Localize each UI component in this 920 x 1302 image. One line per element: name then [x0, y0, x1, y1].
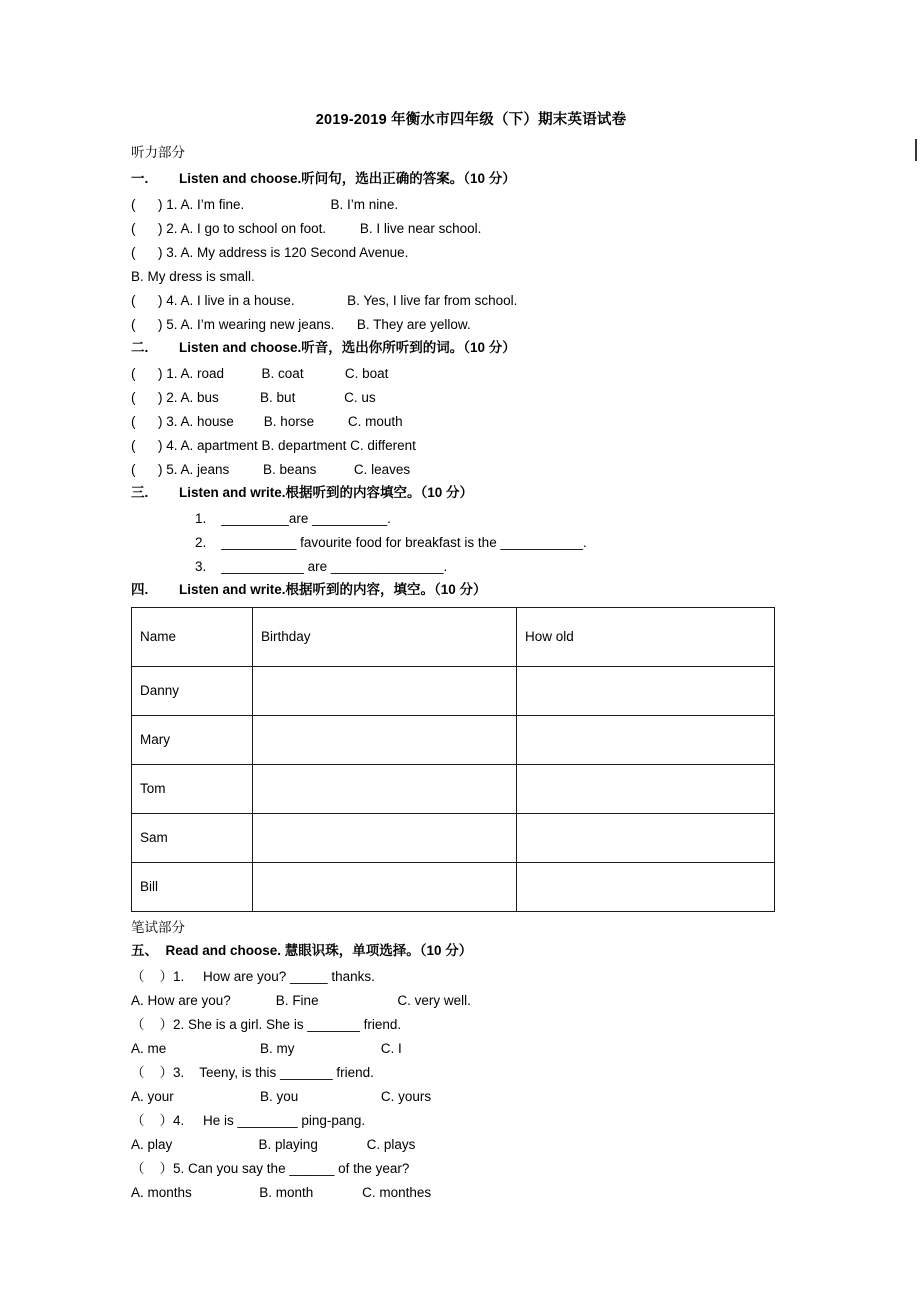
table-cell-howold[interactable] [517, 666, 775, 715]
section-5-item-5-options: A. months B. month C. monthes [131, 1185, 432, 1201]
section-5-item-1: （ ）1. How are you? _____ thanks. [131, 969, 375, 985]
section-3-item-3: 3. ___________ are _______________. [195, 559, 448, 575]
table-header-birthday: Birthday [253, 607, 517, 666]
section-2-item-1: ( ) 1. A. road B. coat C. boat [131, 366, 389, 382]
section-2-item-4: ( ) 4. A. apartment B. department C. different [131, 438, 416, 454]
table-cell-howold[interactable] [517, 715, 775, 764]
page-edge-mark [915, 139, 917, 161]
section-5-item-4: （ ）4. He is ________ ping-pang. [131, 1113, 366, 1129]
table-header-row [132, 607, 775, 666]
section-5-item-1-options: A. How are you? B. Fine C. very well. [131, 993, 471, 1009]
table-row [132, 813, 775, 862]
section-5-item-5: （ ）5. Can you say the ______ of the year? [131, 1161, 410, 1177]
section-5-item-3-options: A. your B. you C. yours [131, 1089, 432, 1105]
table-row [132, 715, 775, 764]
section-1-heading: 一. Listen and choose.听问句，选出正确的答案。（10 分） [131, 171, 516, 187]
table-cell-name: Danny [132, 666, 253, 715]
section-2-item-3: ( ) 3. A. house B. horse C. mouth [131, 414, 403, 430]
table-cell-howold[interactable] [517, 813, 775, 862]
table-cell-birthday[interactable] [253, 666, 517, 715]
table-row [132, 862, 775, 911]
table-cell-birthday[interactable] [253, 813, 517, 862]
table-header-howold: How old [517, 607, 775, 666]
section-5-item-3: （ ）3. Teeny, is this _______ friend. [131, 1065, 374, 1081]
table-cell-name: Tom [132, 764, 253, 813]
section-2-heading: 二. Listen and choose.听音，选出你所听到的词。（10 分） [131, 340, 516, 356]
section-1-item-1: ( ) 1. A. I’m fine. B. I’m nine. [131, 197, 399, 213]
section-1-item-5: ( ) 5. A. I’m wearing new jeans. B. They are yellow. [131, 317, 471, 333]
document-body [131, 108, 791, 1205]
table-cell-birthday[interactable] [253, 862, 517, 911]
table-cell-howold[interactable] [517, 764, 775, 813]
section-2-item-5: ( ) 5. A. jeans B. beans C. leaves [131, 462, 411, 478]
table-row [132, 666, 775, 715]
section-5-item-2-options: A. me B. my C. I [131, 1041, 402, 1057]
section-5-item-4-options: A. play B. playing C. plays [131, 1137, 416, 1153]
table-cell-name: Bill [132, 862, 253, 911]
section-5-heading: 五、 Read and choose. 慧眼识珠，单项选择。（10 分） [131, 943, 473, 959]
section-1-item-2: ( ) 2. A. I go to school on foot. B. I live near school. [131, 221, 482, 237]
table-cell-birthday[interactable] [253, 764, 517, 813]
listening-info-table [131, 607, 775, 912]
table-header-name: Name [132, 607, 253, 666]
section-1-item-3-option-b: B. My dress is small. [131, 269, 255, 285]
section-3-heading: 三. Listen and write.根据听到的内容填空。（10 分） [131, 485, 474, 501]
table-cell-howold[interactable] [517, 862, 775, 911]
written-part-label: 笔试部分 [131, 919, 185, 935]
table-row [132, 764, 775, 813]
section-3-item-2: 2. __________ favourite food for breakfast is the ___________. [195, 535, 587, 551]
table-cell-name: Mary [132, 715, 253, 764]
section-5-item-2: （ ）2. She is a girl. She is _______ friend. [131, 1017, 402, 1033]
page-title: 2019-2019 年衡水市四年级（下）期末英语试卷 [315, 112, 627, 128]
section-1-item-4: ( ) 4. A. I live in a house. B. Yes, I live far from school. [131, 293, 518, 309]
table-cell-birthday[interactable] [253, 715, 517, 764]
section-1-item-3: ( ) 3. A. My address is 120 Second Avenue. [131, 245, 409, 261]
listening-part-label: 听力部分 [131, 145, 185, 160]
section-3-item-1: 1. _________are __________. [195, 511, 391, 526]
section-4-heading: 四. Listen and write.根据听到的内容，填空。（10 分） [131, 582, 487, 598]
table-cell-name: Sam [132, 813, 253, 862]
section-2-item-2: ( ) 2. A. bus B. but C. us [131, 390, 376, 406]
